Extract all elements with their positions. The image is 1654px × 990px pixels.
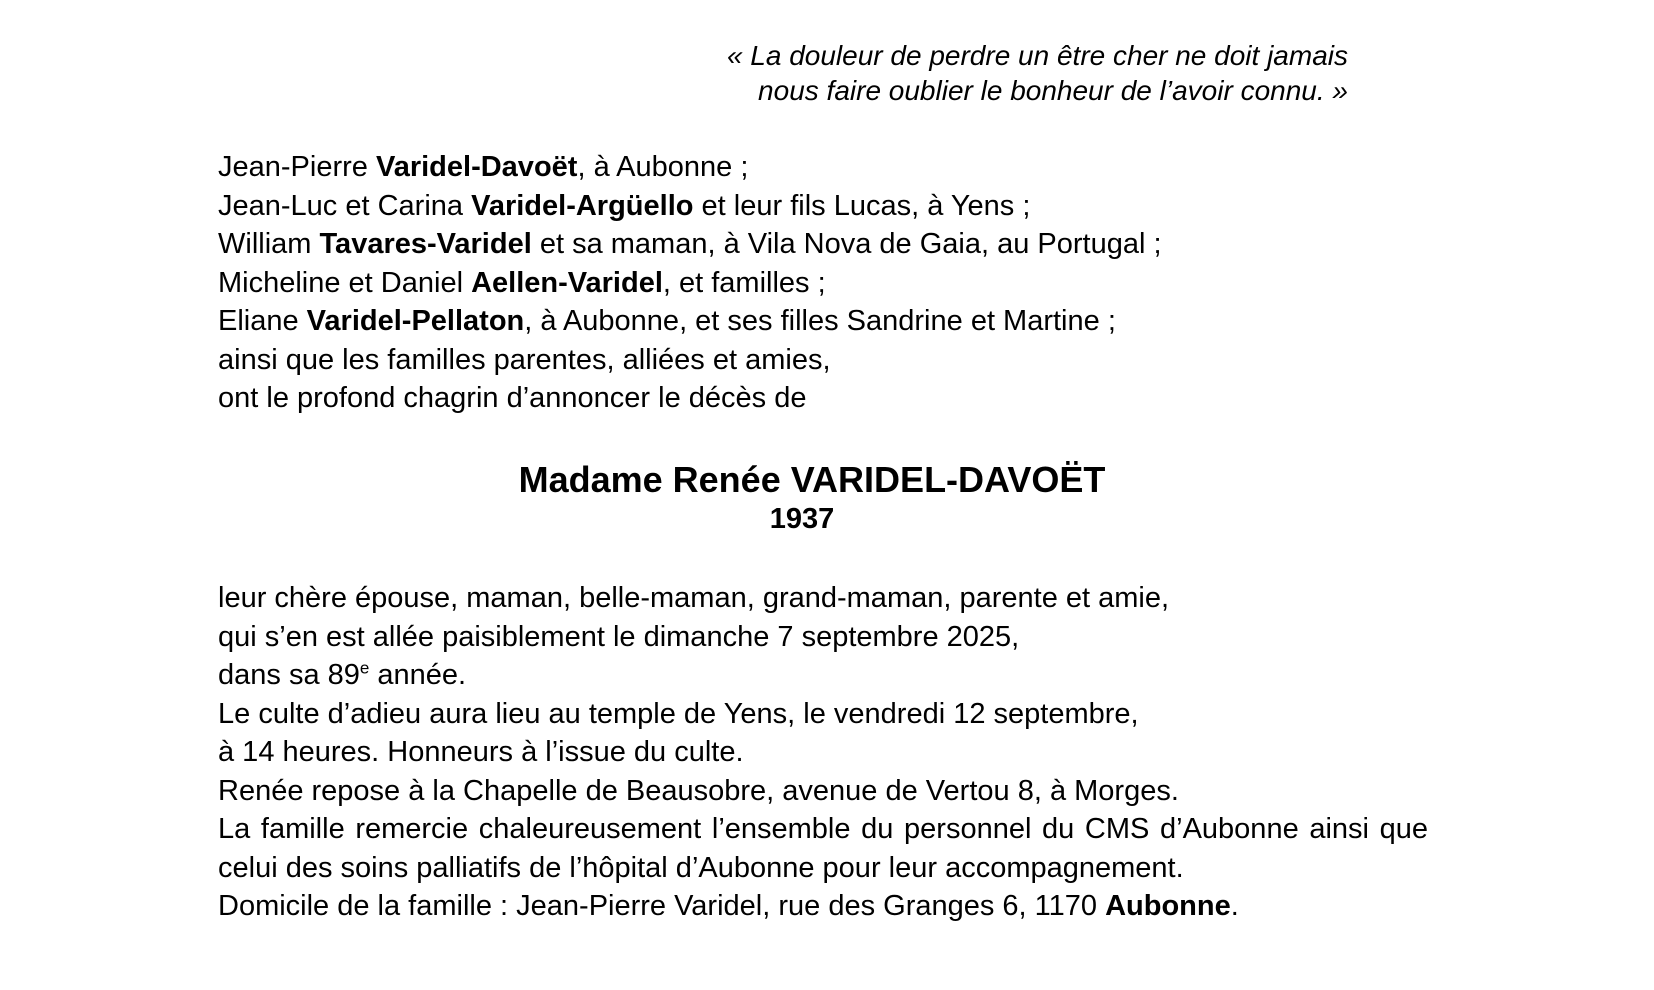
domicile-address: Domicile de la famille : Jean-Pierre Varidel, rue des Granges 6, 1170 — [218, 890, 1106, 922]
birth-year: 1937 — [769, 503, 835, 535]
obituary-details — [218, 579, 1428, 926]
family-surname: Varidel-Davoët — [375, 151, 578, 183]
family-first-name: Micheline et Daniel — [218, 266, 472, 299]
announcement-line: ont le profond chagrin d’annoncer le décès de — [218, 382, 807, 414]
age-text-end: année. — [369, 659, 467, 691]
relationship-line: leur chère épouse, maman, belle-maman, grand-maman, parente et amie, — [218, 582, 1170, 614]
family-line — [218, 187, 1428, 226]
thanks-paragraph: La famille remercie chaleureusement l’ensemble du personnel du CMS d’Aubonne ainsi que celui des soins palliatifs de l’hôpital d’Aubonne pour leur accompagnement. — [218, 813, 1428, 884]
family-location: et sa maman, à Vila Nova de Gaia, au Portugal ; — [531, 228, 1162, 260]
age-text: dans sa 89 — [218, 659, 360, 691]
domicile-town: Aubonne — [1105, 890, 1231, 922]
service-line: Le culte d’adieu aura lieu au temple de Yens, le vendredi 12 septembre, — [218, 697, 1139, 730]
family-location: , à Aubonne, et ses filles Sandrine et Martine ; — [524, 305, 1116, 337]
repose-line: Renée repose à la Chapelle de Beausobre, avenue de Vertou 8, à Morges. — [218, 774, 1179, 807]
family-first-name: Jean-Luc et Carina — [218, 189, 472, 222]
domicile-line — [218, 887, 1428, 926]
family-list — [218, 148, 1428, 418]
quote-line-2: nous faire oublier le bonheur de l’avoir connu. » — [758, 75, 1348, 106]
death-date-line: qui s’en est allée paisiblement le dimanche 7 septembre 2025, — [218, 620, 1020, 653]
family-first-name: William — [218, 228, 320, 260]
deceased-name: Madame Renée VARIDEL-DAVOËT — [518, 459, 1106, 500]
age-line — [218, 656, 1428, 695]
family-line: ainsi que les familles parentes, alliées et amies, — [218, 343, 831, 376]
family-first-name: Jean-Pierre — [218, 151, 376, 183]
service-time-line: à 14 heures. Honneurs à l’issue du culte. — [218, 736, 744, 768]
family-line — [218, 148, 1428, 187]
deceased-heading — [0, 458, 1654, 536]
quote-line-1: « La douleur de perdre un être cher ne doit jamais — [726, 40, 1348, 71]
family-surname: Tavares-Varidel — [319, 228, 532, 260]
domicile-end: . — [1230, 890, 1239, 922]
family-line — [218, 225, 1428, 264]
family-location: et leur fils Lucas, à Yens ; — [693, 189, 1031, 222]
epigraph-quote — [448, 38, 1348, 108]
ordinal-suffix: e — [359, 658, 370, 678]
family-surname: Varidel-Pellaton — [306, 305, 525, 337]
family-line — [218, 264, 1428, 303]
family-location: , à Aubonne ; — [577, 151, 749, 183]
family-first-name: Eliane — [218, 305, 307, 337]
family-surname: Varidel-Argüello — [471, 189, 694, 222]
family-location: , et familles ; — [662, 266, 826, 299]
family-surname: Aellen-Varidel — [471, 266, 663, 299]
family-line — [218, 302, 1428, 341]
